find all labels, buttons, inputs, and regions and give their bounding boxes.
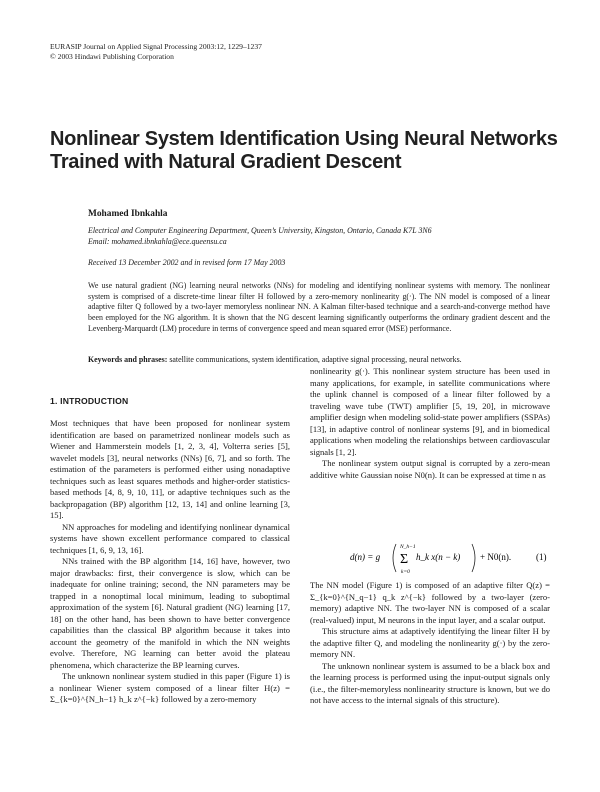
equation-lhs: d(n) = g bbox=[350, 552, 381, 562]
sum-upper-limit: N_h−1 bbox=[400, 544, 416, 550]
paragraph: NN approaches for modeling and identifying nonlinear dynamical systems have shown excellent performance compared to classical techniques [1, 6, 9, 13, 16]. bbox=[50, 521, 290, 555]
keywords bbox=[88, 355, 550, 364]
equation-body: h_k x(n − k) bbox=[416, 552, 461, 562]
paper-title: Nonlinear System Identification Using Neural Networks Trained with Natural Gradient Descent bbox=[50, 128, 558, 173]
journal-citation: EURASIP Journal on Applied Signal Processing 2003:12, 1229–1237 bbox=[50, 42, 262, 51]
left-column bbox=[50, 418, 290, 706]
author-email[interactable]: Email: mohamed.ibnkahla@ece.queensu.ca bbox=[88, 237, 227, 246]
abstract: We use natural gradient (NG) learning neural networks (NNs) for modeling and identifying nonlinear systems with memory. The nonlinear system is comprised of a discrete-time linear filter H followed by a zero-memory nonlinearity g(·). The NN model is composed of a linear adaptive filter Q followed by a two-layer memoryless nonlinear NN. A Kalman filter-based technique and a search-and-converge method have been employed for the NG algorithm. It is shown that the NG descent learning significantly outperforms the ordinary gradient descent and the Levenberg-Marquardt (LM) procedure in terms of convergence speed and mean squared error (MSE) performance. bbox=[88, 281, 550, 333]
paragraph: NNs trained with the BP algorithm [14, 16] have, however, two major drawbacks: first, their convergence is slow, which can be inadequate for online training; second, the NN parameters may be trapped in a nonoptimal local minimum, leading to suboptimal approximation of the system [6]. Natural gradient (NG) learning [17, 18] on the other hand, has been shown to have better convergence capabilities than the classical BP algorithm because it takes into account the geometry of the manifold in which the NN weights evolve. Therefore, NG learning can better avoid the plateau phenomena, which characterize the BP learning curves. bbox=[50, 556, 290, 670]
left-paren bbox=[393, 544, 396, 572]
equation-number: (1) bbox=[536, 552, 547, 562]
keywords-label: Keywords and phrases: bbox=[88, 355, 168, 364]
affiliation-text: Electrical and Computer Engineering Department, Queen’s University, Kingston, Ontario, Canada K7L 3N6 bbox=[88, 226, 432, 235]
sum-lower-limit: k=0 bbox=[401, 569, 410, 575]
journal-header bbox=[50, 42, 262, 63]
paragraph: nonlinearity g(·). This nonlinear system structure has been used in many applications, for example, in satellite communications where the uplink channel is composed of a linear filter followed by a traveling wave tube (TWT) amplifier [5, 19, 20], in microwave amplifier design when modeling solid-state power amplifiers (SSPAs) [13], in adaptive control of nonlinear systems [9], and in biomedical applications when modeling the relationships between cardiovascular signals [1, 2]. bbox=[310, 366, 550, 457]
copyright-line: © 2003 Hindawi Publishing Corporation bbox=[50, 52, 174, 62]
right-paren bbox=[472, 544, 475, 572]
author-name: Mohamed Ibnkahla bbox=[88, 209, 168, 219]
equation-graphic bbox=[310, 540, 550, 576]
equation-tail: + N0(n). bbox=[480, 552, 512, 562]
equation-1 bbox=[310, 540, 550, 576]
paragraph: The unknown nonlinear system is assumed to be a black box and the learning process is performed using the input-output signals only (i.e., the filter-memoryless nonlinearity structure is known, but we do not have access to the internal signals of this structure). bbox=[310, 660, 550, 705]
right-column-top bbox=[310, 366, 550, 481]
sum-symbol: Σ bbox=[400, 552, 409, 567]
received-dates: Received 13 December 2002 and in revised form 17 May 2003 bbox=[88, 258, 286, 267]
paragraph: The NN model (Figure 1) is composed of an adaptive filter Q(z) = Σ_{k=0}^{N_q−1} q_k z^{−k} followed by a two-layer (zero-memory) adaptive NN. The two-layer NN is composed of a scalar (real-valued) input, M neurons in the input layer, and a scalar output. bbox=[310, 580, 550, 625]
paragraph: Most techniques that have been proposed for nonlinear system identification are based on parametrized nonlinear models such as Wiener and Hammerstein models [1, 2, 3, 4], Volterra series [5], wavelet models [3], neural networks (NNs) [6, 7], and so forth. The estimation of the parameters is performed either using nonadaptive techniques such as least squares methods and higher-order statistics-based methods [4, 8, 9, 10, 11], or adaptive techniques such as the backpropagation (BP) algorithm [12, 13, 14] and online learning [3, 15]. bbox=[50, 418, 290, 520]
paragraph: The unknown nonlinear system studied in this paper (Figure 1) is a nonlinear Wiener system composed of a linear filter H(z) = Σ_{k=0}^{N_h−1} h_k z^{−k} followed by a zero-memory bbox=[50, 671, 290, 704]
section-heading: 1. INTRODUCTION bbox=[50, 396, 129, 406]
right-column-bottom bbox=[310, 580, 550, 707]
paragraph: The nonlinear system output signal is corrupted by a zero-mean additive white Gaussian noise N0(n). It can be expressed at time n as bbox=[310, 458, 550, 480]
paragraph: This structure aims at adaptively identifying the linear filter H by the adaptive filter Q, and modeling the nonlinearity g(·) by the zero-memory NN. bbox=[310, 626, 550, 659]
author-affiliation bbox=[88, 225, 558, 247]
keywords-text: satellite communications, system identification, adaptive signal processing, neural networks. bbox=[167, 355, 462, 364]
